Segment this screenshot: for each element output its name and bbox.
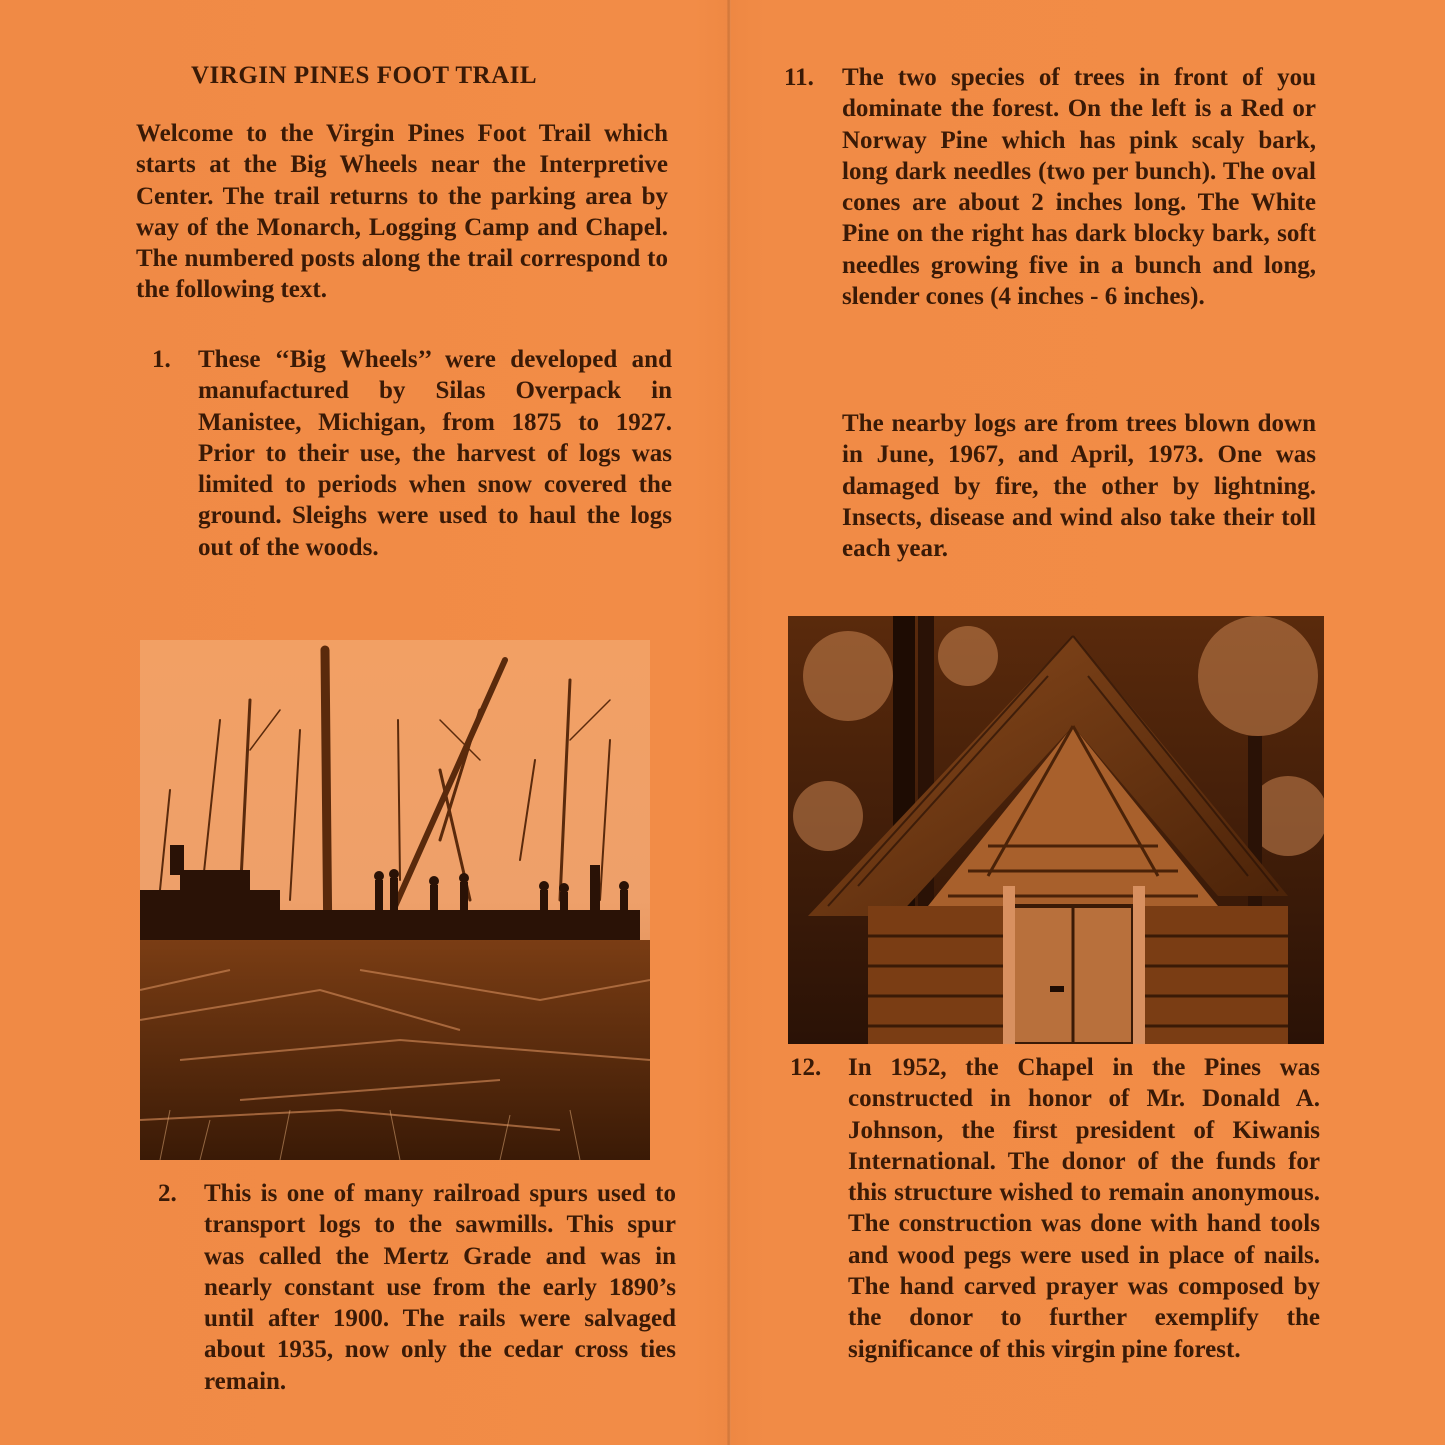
chapel-in-the-pines-photo (788, 616, 1324, 1044)
item-number: 2. (158, 1180, 177, 1207)
item-number: 1. (152, 346, 171, 373)
item-text: The two species of trees in front of you dominate the forest. On the left is a Red or Norway Pine which has pink scaly bark, long dark needles (two per bunch). The oval cones are about 2 inches long. The White Pine on the right has dark blocky bark, soft needles growing five in a bunch and long, slender cones (4 inches - 6 inches). (842, 64, 1316, 311)
intro-paragraph: Welcome to the Virgin Pines Foot Trail which starts at the Big Wheels near the Interpretive Center. The trail returns to the parking area by way of the Monarch, Logging Camp and Chapel. The numbered posts along the trail correspond to the following text. (136, 120, 668, 304)
item-text: In 1952, the Chapel in the Pines was constructed in honor of Mr. Donald A. Johnson, the first president of Kiwanis International. The donor of the funds for this structure wished to remain anonymous. The construction was done with hand tools and wood pegs were used in place of nails. The hand carved prayer was composed by the donor to further exemplify the significance of this virgin pine forest. (848, 1054, 1320, 1363)
item-text: These ‘‘Big Wheels’’ were developed and manufactured by Silas Overpack in Manistee, Michigan, from 1875 to 1927. Prior to their use, the harvest of logs was limited to periods when snow covered the ground. Sleighs were used to haul the logs out of the woods. (198, 346, 672, 561)
brochure-title: VIRGIN PINES FOOT TRAIL (191, 62, 538, 89)
item-number: 12. (790, 1054, 822, 1081)
fallen-logs-paragraph: The nearby logs are from trees blown down in June, 1967, and April, 1973. One was damaged by fire, the other by lightning. Insects, disease and wind also take their toll each year. (842, 410, 1316, 563)
item-text: This is one of many railroad spurs used to transport logs to the sawmills. This spur was called the Mertz Grade and was in nearly constant use from the early 1890’s until after 1900. The rails were salvaged about 1935, now only the cedar cross ties remain. (204, 1180, 676, 1395)
logging-railroad-photo (140, 640, 650, 1160)
page-fold (727, 0, 731, 1445)
item-number: 11. (784, 64, 814, 91)
